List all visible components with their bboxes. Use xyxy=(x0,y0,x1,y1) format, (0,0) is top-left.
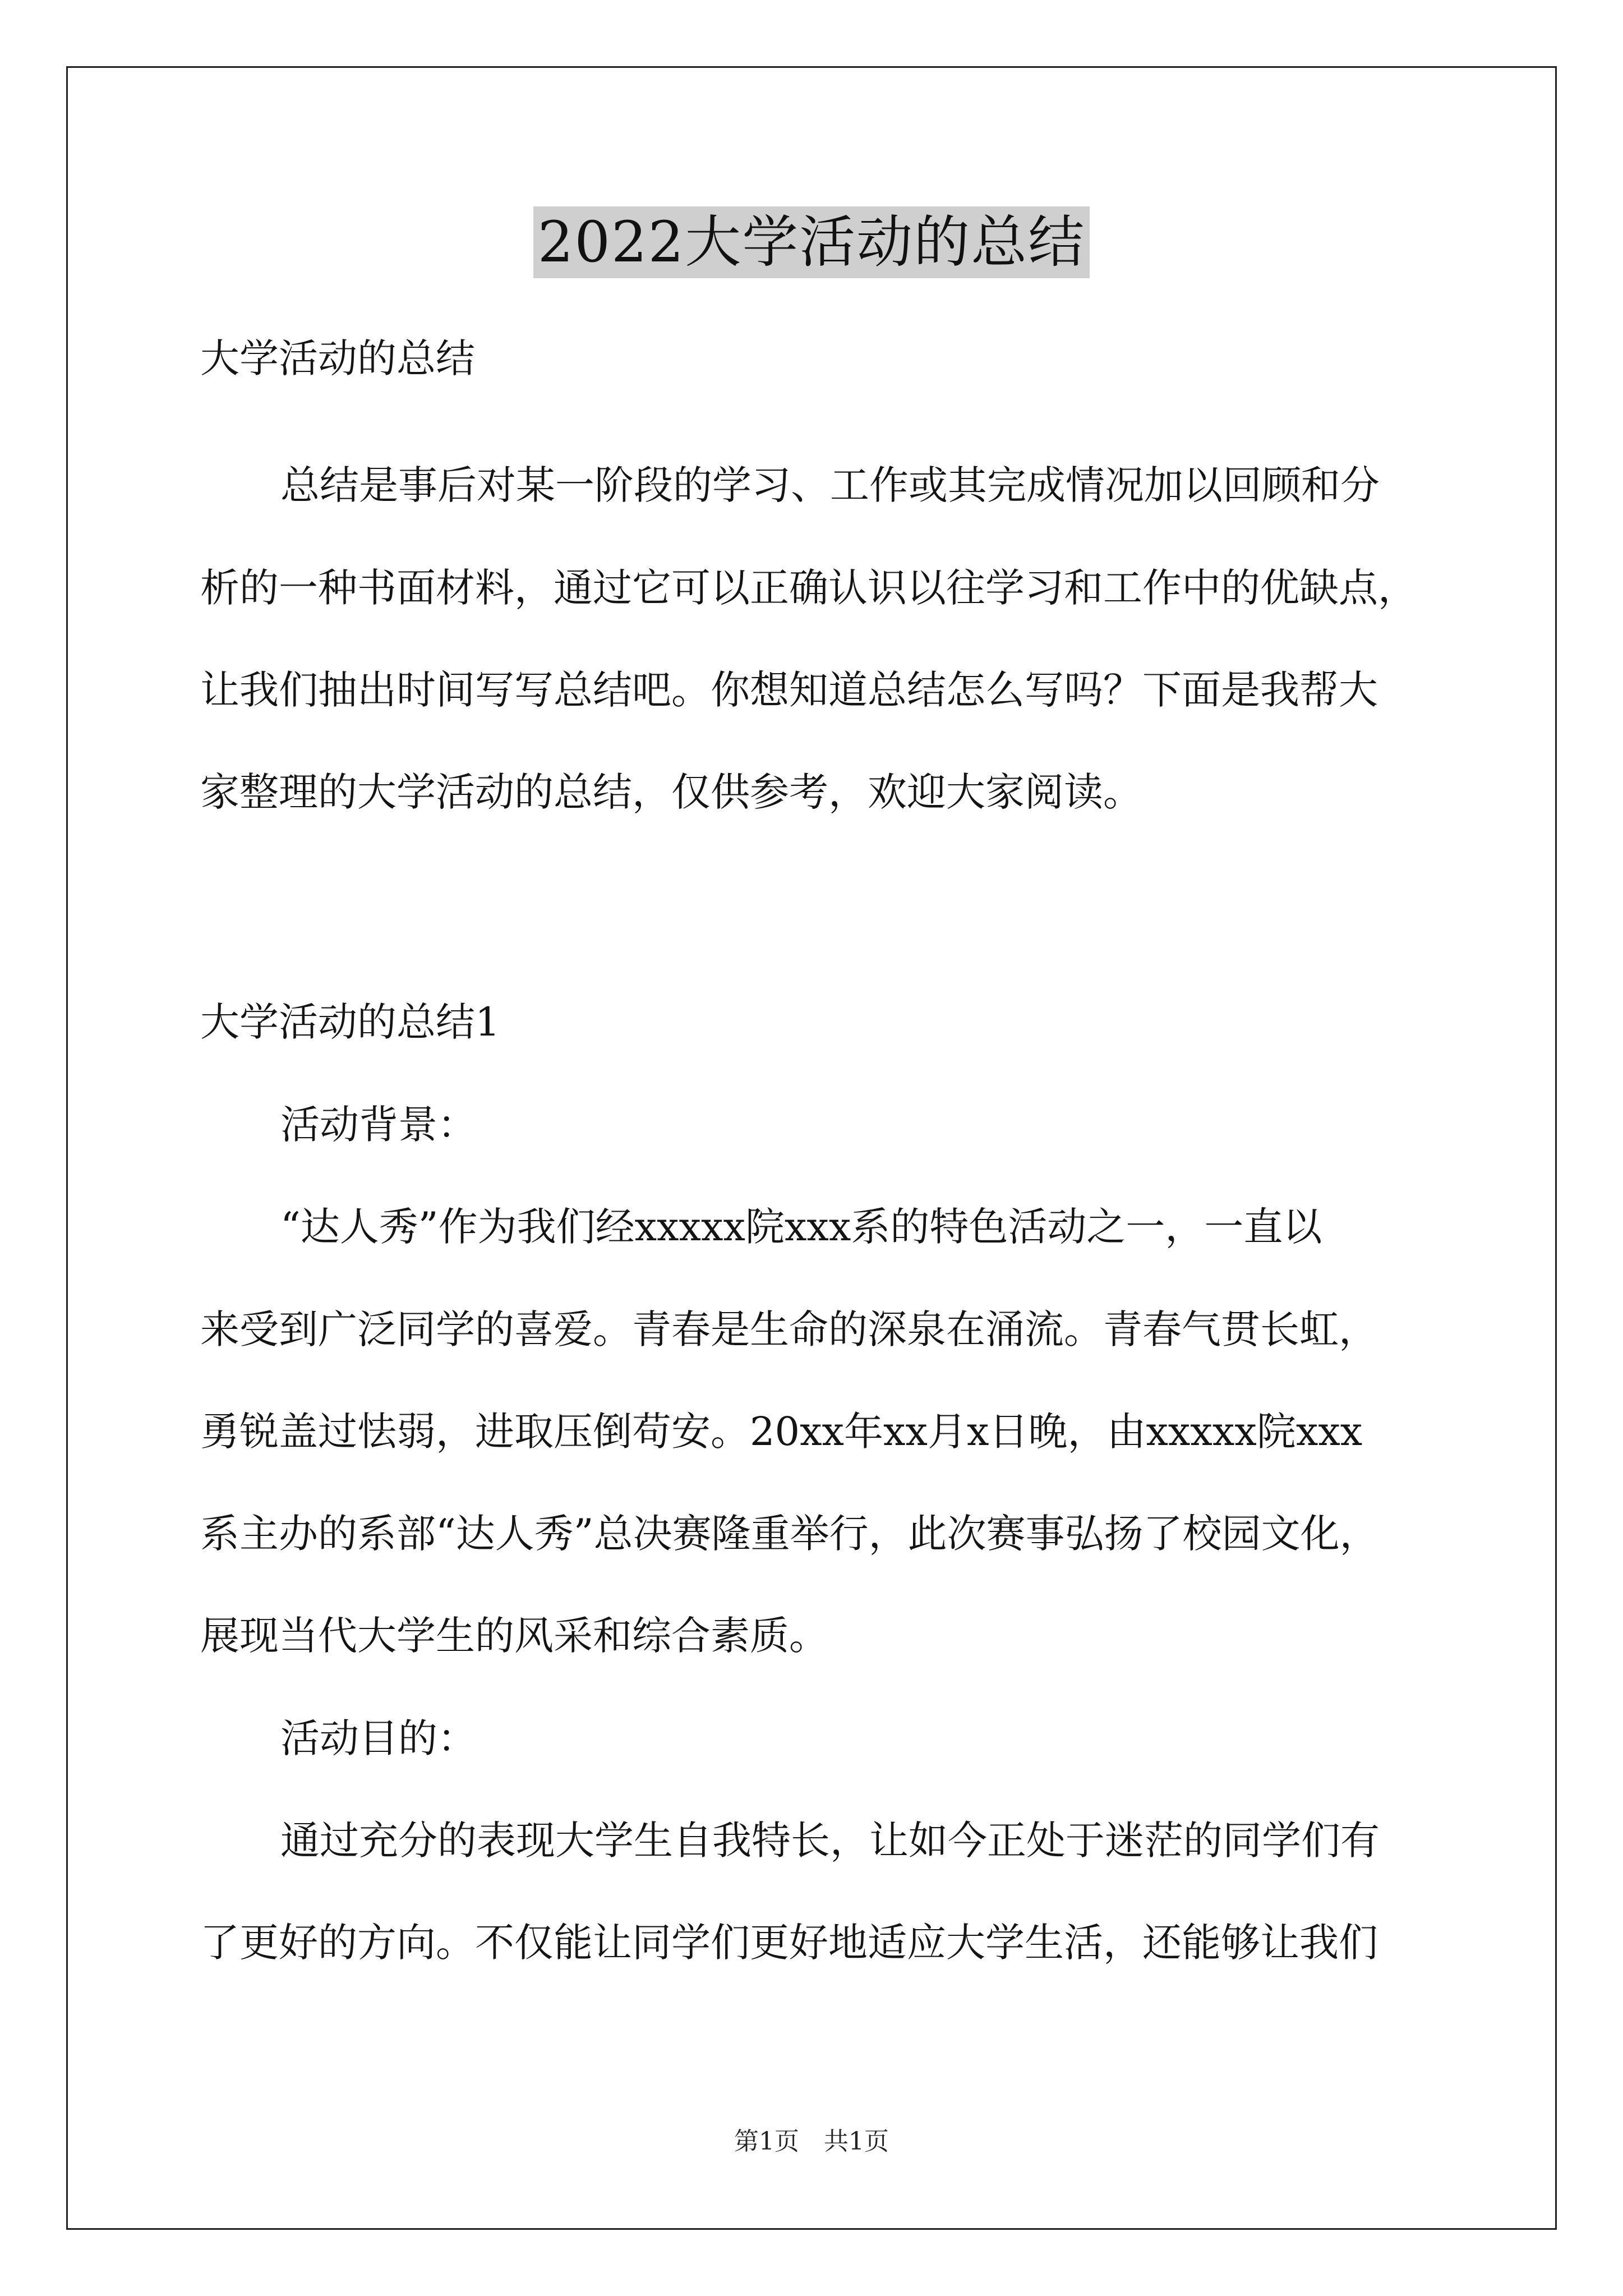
paragraph-line: 总结是事后对某一阶段的学习、工作或其完成情况加以回顾和分 xyxy=(280,462,1380,508)
paragraph-line: 家整理的大学活动的总结，仅供参考，欢迎大家阅读。 xyxy=(200,769,1142,815)
document-title: 2022大学活动的总结 xyxy=(533,206,1090,278)
subheading: 活动目的： xyxy=(280,1715,477,1761)
subheading: 活动背景： xyxy=(280,1102,477,1148)
paragraph-line: 勇锐盖过怯弱，进取压倒苟安。20xx年xx月x日晚，由xxxxx院xxx xyxy=(200,1409,1363,1455)
section-heading: 大学活动的总结1 xyxy=(200,999,500,1045)
paragraph-line: 展现当代大学生的风采和综合素质。 xyxy=(200,1613,828,1659)
paragraph-line: 了更好的方向。不仅能让同学们更好地适应大学生活，还能够让我们 xyxy=(200,1920,1378,1966)
paragraph-line: 系主办的系部“达人秀”总决赛隆重举行，此次赛事弘扬了校园文化， xyxy=(200,1511,1379,1557)
paragraph-line: 析的一种书面材料，通过它可以正确认识以往学习和工作中的优缺点， xyxy=(200,565,1417,611)
title-container xyxy=(0,206,1623,278)
paragraph-line: 让我们抽出时间写写总结吧。你想知道总结怎么写吗？下面是我帮大 xyxy=(200,667,1378,713)
section-heading: 大学活动的总结 xyxy=(200,335,475,381)
paragraph-line: “达人秀”作为我们经xxxxx院xxx系的特色活动之一，一直以 xyxy=(280,1204,1322,1250)
paragraph-line: 来受到广泛同学的喜爱。青春是生命的深泉在涌流。青春气贯长虹， xyxy=(200,1306,1378,1352)
page-footer: 第1页 共1页 xyxy=(734,2127,889,2156)
paragraph-line: 通过充分的表现大学生自我特长，让如今正处于迷茫的同学们有 xyxy=(280,1818,1380,1864)
